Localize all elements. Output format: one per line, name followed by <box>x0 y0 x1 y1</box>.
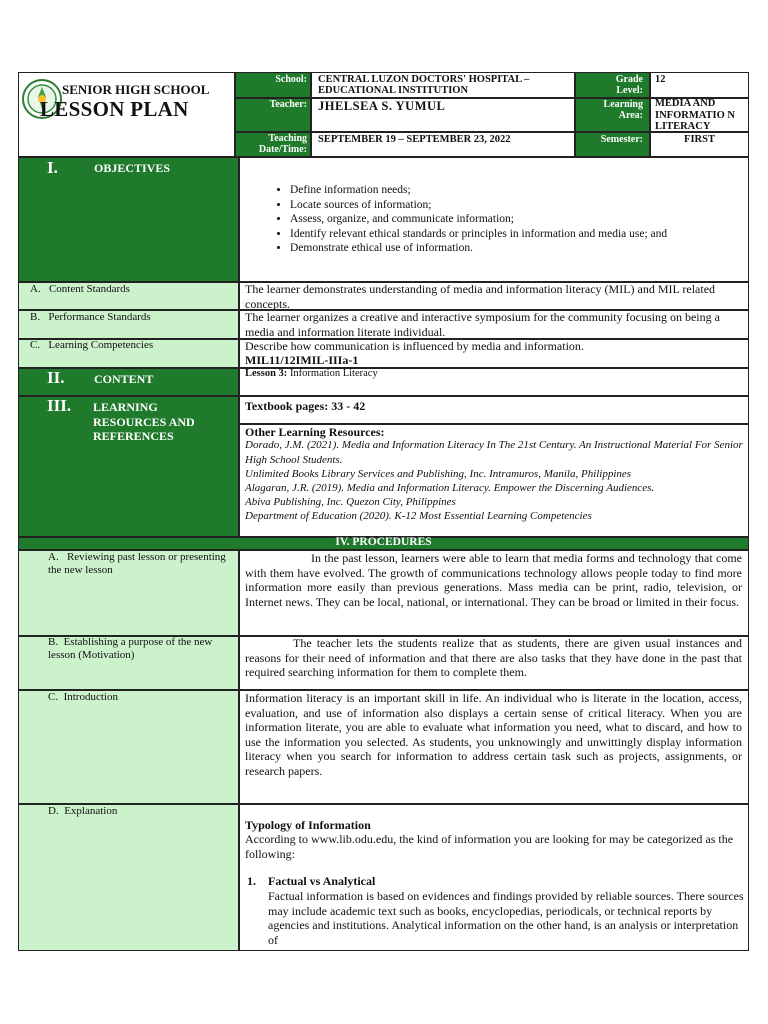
date-value: SEPTEMBER 19 – SEPTEMBER 23, 2022 <box>318 134 511 145</box>
performance-standards-label: B. Performance Standards <box>30 311 151 323</box>
objectives-list <box>268 183 738 256</box>
reference-item: Department of Education (2020). K-12 Most Essential Learning Competencies <box>245 510 592 522</box>
school-value: CENTRAL LUZON DOCTORS' HOSPITAL – EDUCATIONAL INSTITUTION <box>318 74 530 96</box>
other-resources-title: Other Learning Resources: <box>245 425 385 439</box>
explanation-intro: According to www.lib.odu.edu, the kind of information you are looking for may be categorized as the following: <box>245 832 734 861</box>
content-title: CONTENT <box>94 372 154 386</box>
reference-item: Dorado, J.M. (2021). Media and Information Literacy In The 21st Century. An Instructional Material For Senior High School Students. <box>245 439 743 466</box>
explanation-item-title: Factual vs Analytical <box>268 874 376 888</box>
reference-item: Unlimited Books Library Services and Publishing, Inc. Intramuros, Manila, Philippines <box>245 468 632 480</box>
objective-item: • Locate sources of information; <box>290 198 738 213</box>
procedure-c-text: Information literacy is an important skill in life. An individual who is literate in the location, access, evaluation, and use of information also displays a certain sense of critical literacy. When you are information literate, you are able to evaluate what information you need, what to discard, and how to use the information you selected. As students, you unknowingly and unwittingly display information literacy when you search for information to address certain task such as projects, assignments, or research papers. <box>245 691 742 778</box>
grade-value: 12 <box>655 74 666 85</box>
content-lesson-number: Lesson 3: <box>245 368 288 379</box>
teacher-value: JHELSEA S. YUMUL <box>318 99 446 113</box>
reference-item: Abiva Publishing, Inc. Quezon City, Philippines <box>245 496 456 508</box>
content-num: II. <box>47 368 65 387</box>
header-title-line2: LESSON PLAN <box>40 97 189 121</box>
area-label: Learning Area: <box>603 99 643 121</box>
explanation-item-number: 1. <box>247 874 256 888</box>
procedure-c-label-cell <box>18 690 239 804</box>
procedure-d-label: D. Explanation <box>48 805 118 817</box>
procedure-a-label: A. Reviewing past lesson or presenting the new lesson <box>48 551 226 576</box>
objective-item: • Demonstrate ethical use of information. <box>290 241 738 256</box>
date-label: Teaching Date/Time: <box>258 133 307 155</box>
procedure-d-label-cell <box>18 804 239 951</box>
content-standards-text: The learner demonstrates understanding of media and information literacy (MIL) and MIL related concepts. <box>245 282 716 311</box>
semester-value: FIRST <box>684 134 715 145</box>
procedure-c-label: C. Introduction <box>48 691 118 703</box>
explanation-item-text: Factual information is based on evidences and findings provided by reliable sources. There sources may include academic text such as books, encyclopedias, periodicals, or technical reports by agencies and institutions. Analytical information on the other hand, is an analysis or interpretation of <box>268 889 744 947</box>
content-standards-label: A. Content Standards <box>30 283 130 295</box>
area-value: MEDIA AND INFORMATIO N LITERACY <box>655 98 736 132</box>
objectives-num: I. <box>47 158 58 177</box>
resources-title: LEARNING RESOURCES AND REFERENCES <box>93 400 195 443</box>
learning-competencies-code: MIL11/12IMIL-IIIa-1 <box>245 353 359 367</box>
explanation-heading: Typology of Information <box>245 818 371 832</box>
procedure-a-text: In the past lesson, learners were able to learn that media forms and technology that come with them have evolved. The growth of communications technology allows people today to find more information more easily than previous generations. Mass media can be print, radio, television, or Internet news. They can be local, national, or international. They can be broad or limited in their focus. <box>245 551 742 609</box>
resources-num: III. <box>47 396 72 415</box>
grade-label: Grade Level: <box>615 74 643 96</box>
school-label: School: <box>275 74 307 85</box>
reference-item: Alagaran, J.R. (2019). Media and Information Literacy. Empower the Discerning Audiences. <box>245 482 655 494</box>
objective-item: • Define information needs; <box>290 183 738 198</box>
textbook-pages: Textbook pages: 33 - 42 <box>245 399 366 413</box>
learning-competencies-label: C. Learning Competencies <box>30 339 154 351</box>
header-title-line1: SENIOR HIGH SCHOOL <box>62 82 210 97</box>
learning-competencies-text: Describe how communication is influenced by media and information. <box>245 339 584 353</box>
teacher-label: Teacher: <box>269 99 307 110</box>
content-lesson-title: Information Literacy <box>289 368 378 379</box>
procedure-b-text: The teacher lets the students realize that as students, there are given usual instances and reasons for their need of information and that there are also tasks that they have done in the past that required searching information for them to complete them. <box>245 636 742 679</box>
content-lesson <box>245 368 378 379</box>
objective-item: • Identify relevant ethical standards or principles in information and media use; and <box>290 227 738 242</box>
procedure-b-label: B. Establishing a purpose of the new lesson (Motivation) <box>48 636 213 661</box>
objectives-title: OBJECTIVES <box>94 161 171 175</box>
semester-label: Semester: <box>600 134 643 145</box>
performance-standards-text: The learner organizes a creative and interactive symposium for the community focusing on being a media and information literate individual. <box>245 310 720 339</box>
objective-item: • Assess, organize, and communicate information; <box>290 212 738 227</box>
procedures-title: IV. PROCEDURES <box>335 536 432 548</box>
